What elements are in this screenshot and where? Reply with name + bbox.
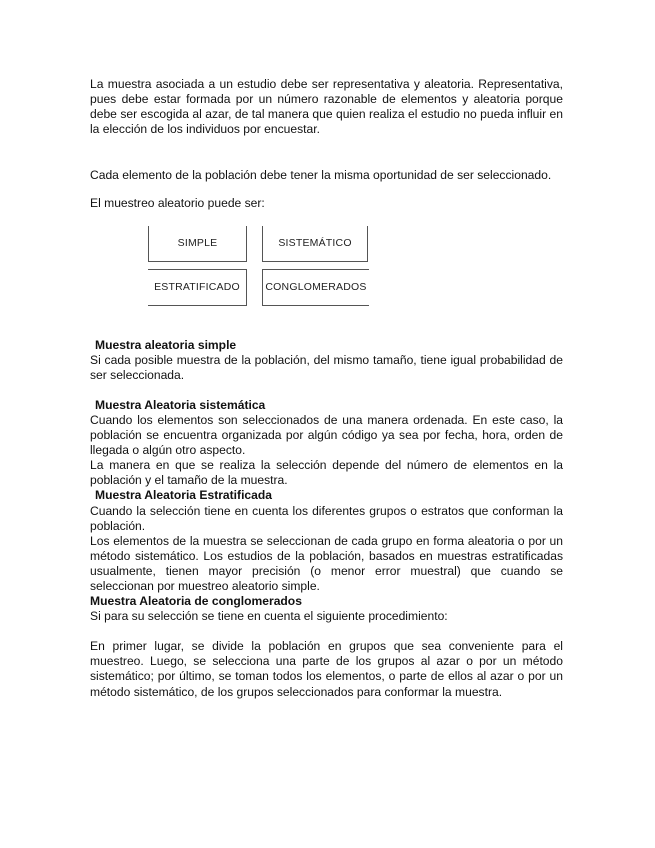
box-conglomerados: CONGLOMERADOS [262,269,369,306]
intro-paragraph: La muestra asociada a un estudio debe ser representativa y aleatoria. Representativa, pues debe estar formada por un número razonable de elementos y aleatoria porque debe ser escogida al azar, de tal manera que quien realiza el estudio no pueda influir en la elección de los individuos por encuestar. [90,77,563,137]
box-estratificado: ESTRATIFICADO [148,269,247,306]
sistematica-text-2: La manera en que se realiza la selección depende del número de elementos en la población y el tamaño de la muestra. [90,458,563,488]
box-simple: SIMPLE [148,226,247,262]
box-sistematico: SISTEMÁTICO [262,226,368,262]
estratificada-text-1: Cuando la selección tiene en cuenta los diferentes grupos o estratos que conforman la población. [90,503,563,533]
heading-conglomerados: Muestra Aleatoria de conglomerados [90,594,302,609]
heading-simple: Muestra aleatoria simple [95,337,237,352]
sistematica-text-1: Cuando los elementos son seleccionados de una manera ordenada. En este caso, la población se encuentra organizada por algún código ya sea por fecha, hora, orden de llegada o algún otro aspecto. [90,412,563,458]
document-page [90,77,563,700]
sampling-types-intro: El muestreo aleatorio puede ser: [90,196,265,211]
estratificada-text-2: Los elementos de la muestra se seleccionan de cada grupo en forma aleatoria o por un método sistemático. Los estudios de la población, basados en muestras estratificadas usualmente, tienen mayor precisión (o menor error muestral) que cuando se seleccionan por muestreo aleatorio simple. [90,533,563,593]
sampling-types-diagram [90,226,563,338]
conglomerados-text-2: En primer lugar, se divide la población en grupos que sea conveniente para el muestreo. Luego, se selecciona una parte de los grupos al azar o por un método sistemático; por último, se toman todos los elementos, o parte de ellos al azar o por un método sistemático, de los grupos seleccionados para conformar la muestra. [90,639,563,699]
equal-opportunity-paragraph: Cada elemento de la población debe tener la misma oportunidad de ser seleccionado. [90,168,552,183]
simple-text: Si cada posible muestra de la población, del mismo tamaño, tiene igual probabilidad de ser seleccionada. [90,352,563,382]
heading-estratificada: Muestra Aleatoria Estratificada [95,488,272,503]
conglomerados-text-1: Si para su selección se tiene en cuenta el siguiente procedimiento: [90,609,448,624]
heading-sistematica: Muestra Aleatoria sistemática [95,397,266,412]
